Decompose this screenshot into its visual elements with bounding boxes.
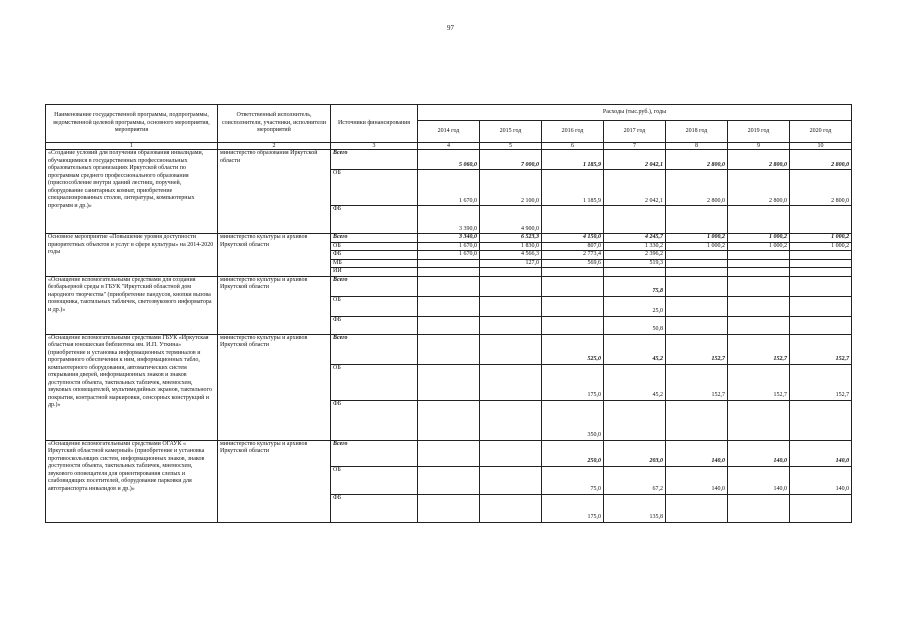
amount-cell: 2 773,4 <box>542 251 604 260</box>
amount-cell <box>604 206 666 234</box>
amount-cell: 5 060,0 <box>418 150 480 170</box>
amount-cell: 2 042,1 <box>604 170 666 206</box>
funding-source: ФБ <box>331 206 418 234</box>
table-body <box>46 150 852 523</box>
amount-cell: 203,0 <box>604 440 666 466</box>
amount-cell <box>666 494 728 522</box>
amount-cell: 2 042,1 <box>604 150 666 170</box>
amount-cell: 3 390,0 <box>418 206 480 234</box>
amount-cell: 1 830,0 <box>480 242 542 251</box>
activity-name: Основное мероприятие «Повышение уровня доступности приоритетных объектов и услуг в сфере культуры» на 2014-2020 годы <box>46 234 218 277</box>
year-header: 2020 год <box>790 121 852 143</box>
amount-cell <box>728 276 790 296</box>
header-name: Наименование государственной программы, подпрограммы, ведомственной целевой программы, основного мероприятия, мероприятия <box>46 105 218 143</box>
amount-cell: 140,0 <box>666 466 728 494</box>
amount-cell <box>666 268 728 277</box>
amount-cell <box>604 400 666 440</box>
funding-source: ОБ <box>331 170 418 206</box>
amount-cell <box>790 400 852 440</box>
funding-source: Всего <box>331 334 418 364</box>
amount-cell: 350,0 <box>542 400 604 440</box>
amount-cell: 525,0 <box>542 334 604 364</box>
amount-cell <box>480 296 542 316</box>
funding-source: ФБ <box>331 400 418 440</box>
amount-cell: 569,6 <box>542 259 604 268</box>
amount-cell <box>728 206 790 234</box>
amount-cell: 25,0 <box>604 296 666 316</box>
amount-cell: 1 000,2 <box>728 234 790 243</box>
amount-cell: 152,7 <box>728 334 790 364</box>
amount-cell: 135,8 <box>604 494 666 522</box>
amount-cell: 6 523,3 <box>480 234 542 243</box>
amount-cell <box>542 276 604 296</box>
amount-cell <box>666 276 728 296</box>
amount-cell <box>666 400 728 440</box>
column-index: 2 <box>218 143 331 150</box>
column-index: 8 <box>666 143 728 150</box>
header-executor: Ответственный исполнитель, соисполнители, участники, исполнители мероприятий <box>218 105 331 143</box>
column-index: 5 <box>480 143 542 150</box>
amount-cell: 519,3 <box>604 259 666 268</box>
amount-cell: 127,0 <box>480 259 542 268</box>
funding-source: ОБ <box>331 364 418 400</box>
amount-cell <box>480 268 542 277</box>
amount-cell <box>790 251 852 260</box>
amount-cell <box>418 494 480 522</box>
amount-cell <box>666 259 728 268</box>
amount-cell: 1 000,2 <box>728 242 790 251</box>
amount-cell: 45,2 <box>604 364 666 400</box>
amount-cell: 75,0 <box>542 466 604 494</box>
amount-cell <box>666 251 728 260</box>
funding-source: Всего <box>331 234 418 243</box>
table-row <box>46 276 852 296</box>
table-row <box>46 234 852 243</box>
amount-cell <box>728 268 790 277</box>
year-header: 2017 год <box>604 121 666 143</box>
funding-source: ОБ <box>331 242 418 251</box>
amount-cell: 175,0 <box>542 364 604 400</box>
amount-cell <box>418 316 480 334</box>
column-index: 6 <box>542 143 604 150</box>
amount-cell <box>728 494 790 522</box>
column-index: 1 <box>46 143 218 150</box>
year-header: 2019 год <box>728 121 790 143</box>
funding-source: ИИ <box>331 268 418 277</box>
amount-cell: 4 900,0 <box>480 206 542 234</box>
table-row <box>46 440 852 466</box>
amount-cell <box>790 296 852 316</box>
funding-source: ФБ <box>331 494 418 522</box>
amount-cell: 1 670,0 <box>418 170 480 206</box>
column-index: 10 <box>790 143 852 150</box>
amount-cell: 7 000,0 <box>480 150 542 170</box>
funding-source: МБ <box>331 259 418 268</box>
budget-table <box>45 104 852 523</box>
amount-cell: 140,0 <box>728 466 790 494</box>
funding-source: ФБ <box>331 251 418 260</box>
amount-cell <box>542 268 604 277</box>
amount-cell: 2 800,0 <box>666 170 728 206</box>
amount-cell <box>418 400 480 440</box>
amount-cell <box>418 364 480 400</box>
executor-name: министерство культуры и архивов Иркутской области <box>218 334 331 440</box>
amount-cell: 152,7 <box>666 364 728 400</box>
amount-cell: 2 800,0 <box>666 150 728 170</box>
amount-cell: 152,7 <box>666 334 728 364</box>
amount-cell: 45,2 <box>604 334 666 364</box>
amount-cell: 1 000,2 <box>790 242 852 251</box>
amount-cell: 152,7 <box>790 364 852 400</box>
funding-source: ОБ <box>331 296 418 316</box>
amount-cell: 1 185,9 <box>542 170 604 206</box>
amount-cell <box>666 206 728 234</box>
amount-cell: 2 800,0 <box>728 150 790 170</box>
amount-cell: 175,0 <box>542 494 604 522</box>
table-row <box>46 150 852 170</box>
amount-cell: 140,0 <box>728 440 790 466</box>
executor-name: министерство культуры и архивов Иркутской области <box>218 440 331 522</box>
activity-name: «Оснащение вспомогательными средствами ОГАУК « Иркутский областной камерный» (приобретение и установка противоскользящих систем, информационных знаков, знаков доступности объекта, тактильных табличек, мнемосхем, звукового оповещателя для ориентирования слепых и слабовидящих посетителей, оборудование парковки для автотранспорта инвалидов и др.)» <box>46 440 218 522</box>
amount-cell <box>418 259 480 268</box>
amount-cell <box>542 206 604 234</box>
amount-cell: 4 245,7 <box>604 234 666 243</box>
amount-cell: 1 670,0 <box>418 251 480 260</box>
year-header: 2014 год <box>418 121 480 143</box>
amount-cell: 1 000,2 <box>666 234 728 243</box>
amount-cell <box>418 466 480 494</box>
amount-cell: 1 330,2 <box>604 242 666 251</box>
amount-cell: 1 000,2 <box>666 242 728 251</box>
amount-cell: 250,0 <box>542 440 604 466</box>
amount-cell <box>480 364 542 400</box>
year-header: 2018 год <box>666 121 728 143</box>
amount-cell <box>666 296 728 316</box>
amount-cell <box>728 400 790 440</box>
amount-cell <box>728 296 790 316</box>
executor-name: министерство образования Иркутской области <box>218 150 331 234</box>
amount-cell: 140,0 <box>790 466 852 494</box>
amount-cell: 152,7 <box>790 334 852 364</box>
amount-cell: 140,0 <box>666 440 728 466</box>
amount-cell <box>542 296 604 316</box>
amount-cell: 2 800,0 <box>790 170 852 206</box>
activity-name: «Оснащение вспомогательными средствами ГБУК «Иркутская областная юношеская библиотека им. И.П. Уткина» (приобретение и установка информационных терминалов и программного обеспечения к ним, информационных табло, компьютерного оборудования, автоматических систем открывания дверей, информационных знаков и знаков доступности объекта, тактильных табличек, мнемосхем, звуковых оповещателей, мультимедийных экранов, тактильного покрытия, контрастной маркировки, сенсорных конструкций и др.)» <box>46 334 218 440</box>
amount-cell <box>418 268 480 277</box>
table-row <box>46 334 852 364</box>
header-expenses: Расходы (тыс.руб.), годы <box>418 105 852 121</box>
amount-cell <box>418 334 480 364</box>
amount-cell: 140,0 <box>790 440 852 466</box>
amount-cell <box>790 206 852 234</box>
amount-cell <box>790 316 852 334</box>
amount-cell <box>790 259 852 268</box>
amount-cell: 1 670,0 <box>418 242 480 251</box>
funding-source: Всего <box>331 150 418 170</box>
amount-cell <box>480 440 542 466</box>
amount-cell <box>480 400 542 440</box>
amount-cell <box>790 276 852 296</box>
amount-cell <box>728 259 790 268</box>
header-source: Источники финансирования <box>331 105 418 143</box>
year-header: 2016 год <box>542 121 604 143</box>
activity-name: «Создание условий для получения образования инвалидами, обучающимися в государственных профессиональных образовательных организациях Иркутской области по программам среднего профессионального образования (приспособление внутри зданий лестниц, поручней, оборудование санитарных комнат, приобретение специализированных столов, литературы, компьютерных программ и др.)» <box>46 150 218 234</box>
column-index: 3 <box>331 143 418 150</box>
amount-cell <box>480 276 542 296</box>
column-index: 4 <box>418 143 480 150</box>
amount-cell <box>418 296 480 316</box>
amount-cell: 2 396,2 <box>604 251 666 260</box>
amount-cell: 2 800,0 <box>790 150 852 170</box>
amount-cell <box>418 276 480 296</box>
amount-cell: 50,8 <box>604 316 666 334</box>
funding-source: ФБ <box>331 316 418 334</box>
column-index-row <box>46 143 852 150</box>
activity-name: «Оснащение вспомогательными средствами для создания безбарьерной среды в ГБУК "Иркутский областной дом народного творчества" (приобретение пандусов, кнопки вызова помощника, тактильных табличек, светозвукового информатора и др.)» <box>46 276 218 334</box>
amount-cell: 1 000,2 <box>790 234 852 243</box>
executor-name: министерство культуры и архивов Иркутской области <box>218 276 331 334</box>
funding-source: ОБ <box>331 466 418 494</box>
amount-cell <box>480 494 542 522</box>
amount-cell: 152,7 <box>728 364 790 400</box>
amount-cell <box>418 440 480 466</box>
amount-cell <box>480 466 542 494</box>
amount-cell: 3 340,0 <box>418 234 480 243</box>
amount-cell <box>480 316 542 334</box>
funding-source: Всего <box>331 440 418 466</box>
amount-cell: 75,8 <box>604 276 666 296</box>
amount-cell: 67,2 <box>604 466 666 494</box>
amount-cell: 807,0 <box>542 242 604 251</box>
year-header: 2015 год <box>480 121 542 143</box>
executor-name: министерство культуры и архивов Иркутской области <box>218 234 331 277</box>
funding-source: Всего <box>331 276 418 296</box>
amount-cell: 4 566,3 <box>480 251 542 260</box>
column-index: 7 <box>604 143 666 150</box>
amount-cell: 2 100,0 <box>480 170 542 206</box>
page-number: 97 <box>447 24 454 32</box>
amount-cell <box>790 268 852 277</box>
amount-cell <box>728 316 790 334</box>
amount-cell <box>480 334 542 364</box>
amount-cell: 2 800,0 <box>728 170 790 206</box>
column-index: 9 <box>728 143 790 150</box>
amount-cell <box>666 316 728 334</box>
amount-cell <box>604 268 666 277</box>
amount-cell: 1 185,9 <box>542 150 604 170</box>
amount-cell <box>728 251 790 260</box>
amount-cell <box>790 494 852 522</box>
amount-cell <box>542 316 604 334</box>
amount-cell: 4 150,0 <box>542 234 604 243</box>
